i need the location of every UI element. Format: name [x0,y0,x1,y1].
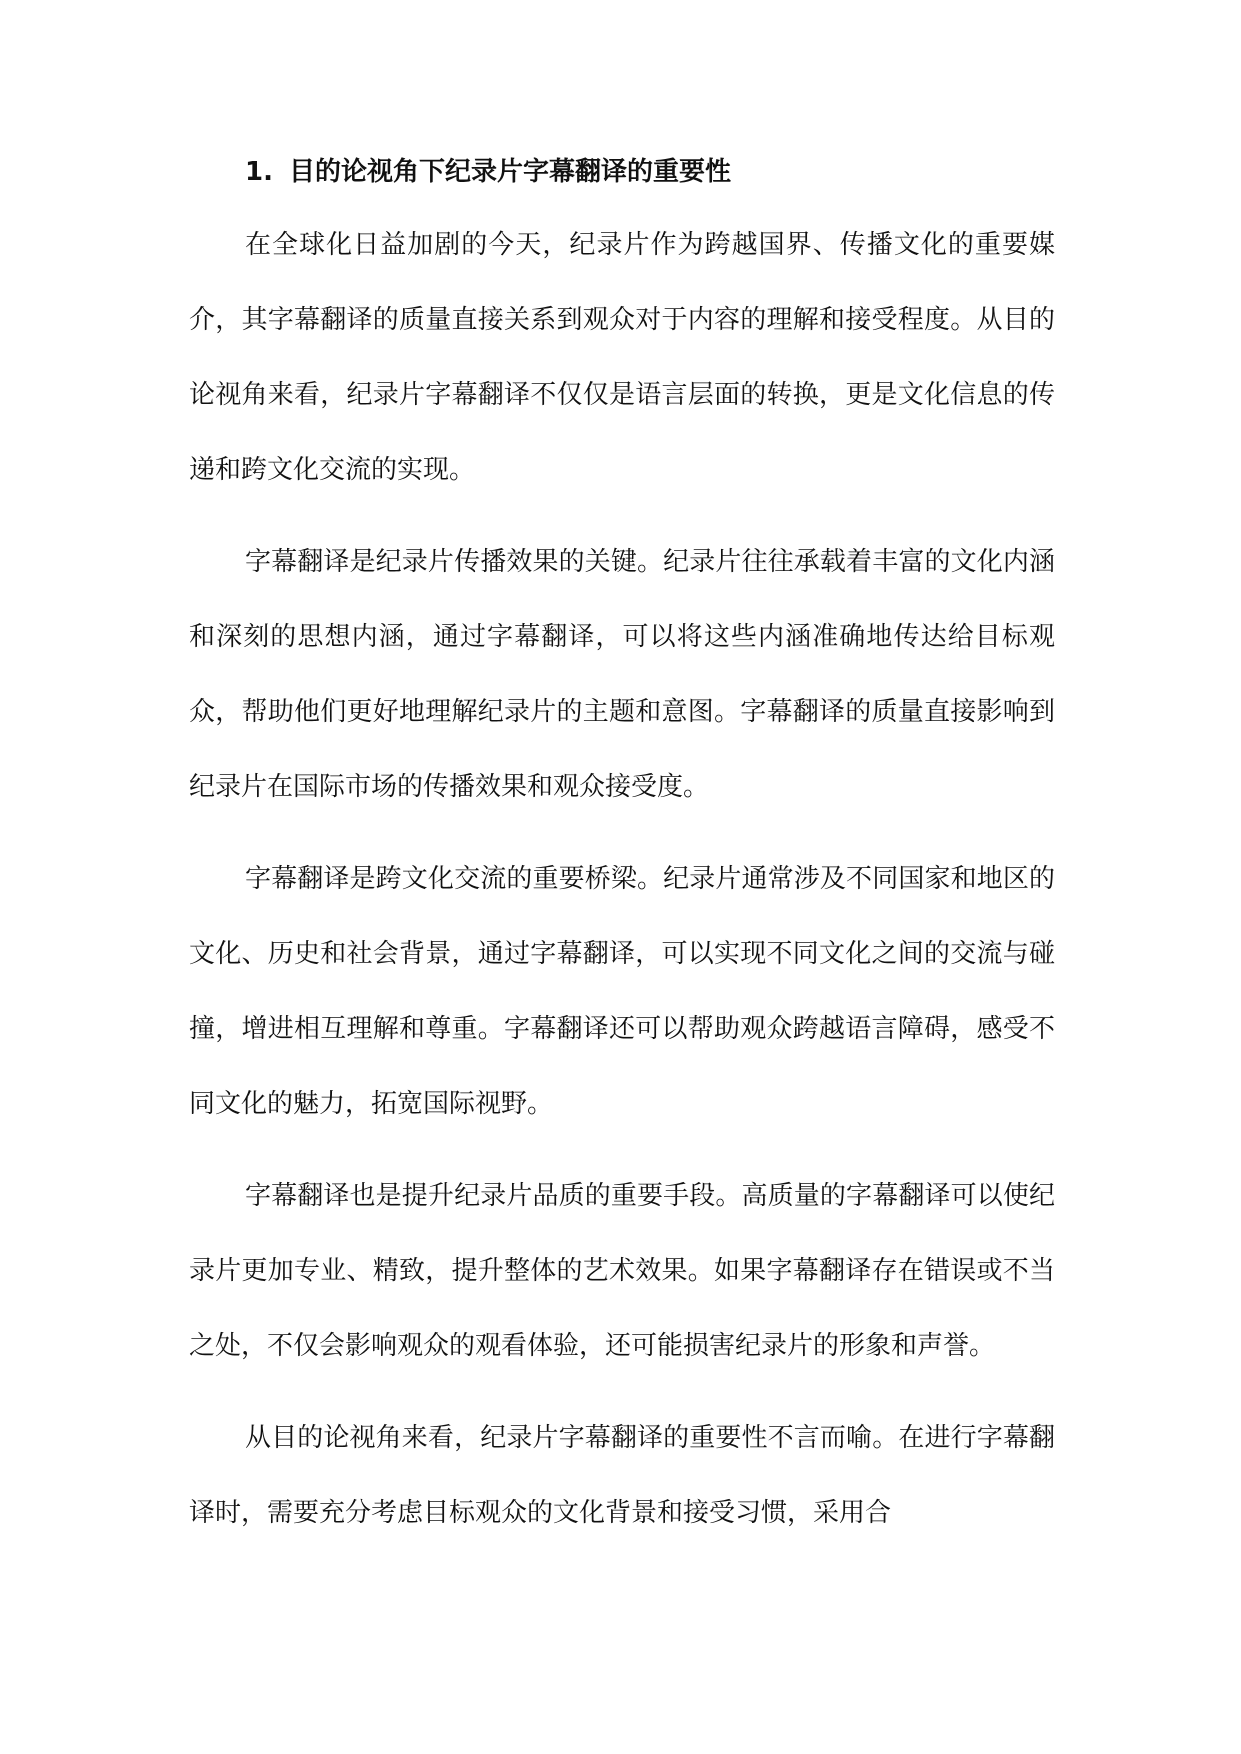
paragraph: 字幕翻译也是提升纪录片品质的重要手段。高质量的字幕翻译可以使纪录片更加专业、精致，提升整体的艺术效果。如果字幕翻译存在错误或不当之处，不仅会影响观众的观看体验，还可能损害纪录片的形象和声誉。 [189,1181,1055,1361]
paragraph: 从目的论视角来看，纪录片字幕翻译的重要性不言而喻。在进行字幕翻译时，需要充分考虑目标观众的文化背景和接受习惯，采用合 [189,1423,1055,1528]
paragraph: 字幕翻译是纪录片传播效果的关键。纪录片往往承载着丰富的文化内涵和深刻的思想内涵，通过字幕翻译，可以将这些内涵准确地传达给目标观众，帮助他们更好地理解纪录片的主题和意图。字幕翻译的质量直接影响到纪录片在国际市场的传播效果和观众接受度。 [189,547,1055,802]
document-body [189,142,1055,1568]
section-heading [189,142,1055,202]
section-title: 目的论视角下纪录片字幕翻译的重要性 [289,157,732,187]
section-number: 1. [245,157,273,187]
paragraph: 字幕翻译是跨文化交流的重要桥梁。纪录片通常涉及不同国家和地区的文化、历史和社会背景，通过字幕翻译，可以实现不同文化之间的交流与碰撞，增进相互理解和尊重。字幕翻译还可以帮助观众跨越语言障碍，感受不同文化的魅力，拓宽国际视野。 [189,864,1055,1119]
paragraph: 在全球化日益加剧的今天，纪录片作为跨越国界、传播文化的重要媒介，其字幕翻译的质量直接关系到观众对于内容的理解和接受程度。从目的论视角来看，纪录片字幕翻译不仅仅是语言层面的转换，更是文化信息的传递和跨文化交流的实现。 [189,230,1055,485]
